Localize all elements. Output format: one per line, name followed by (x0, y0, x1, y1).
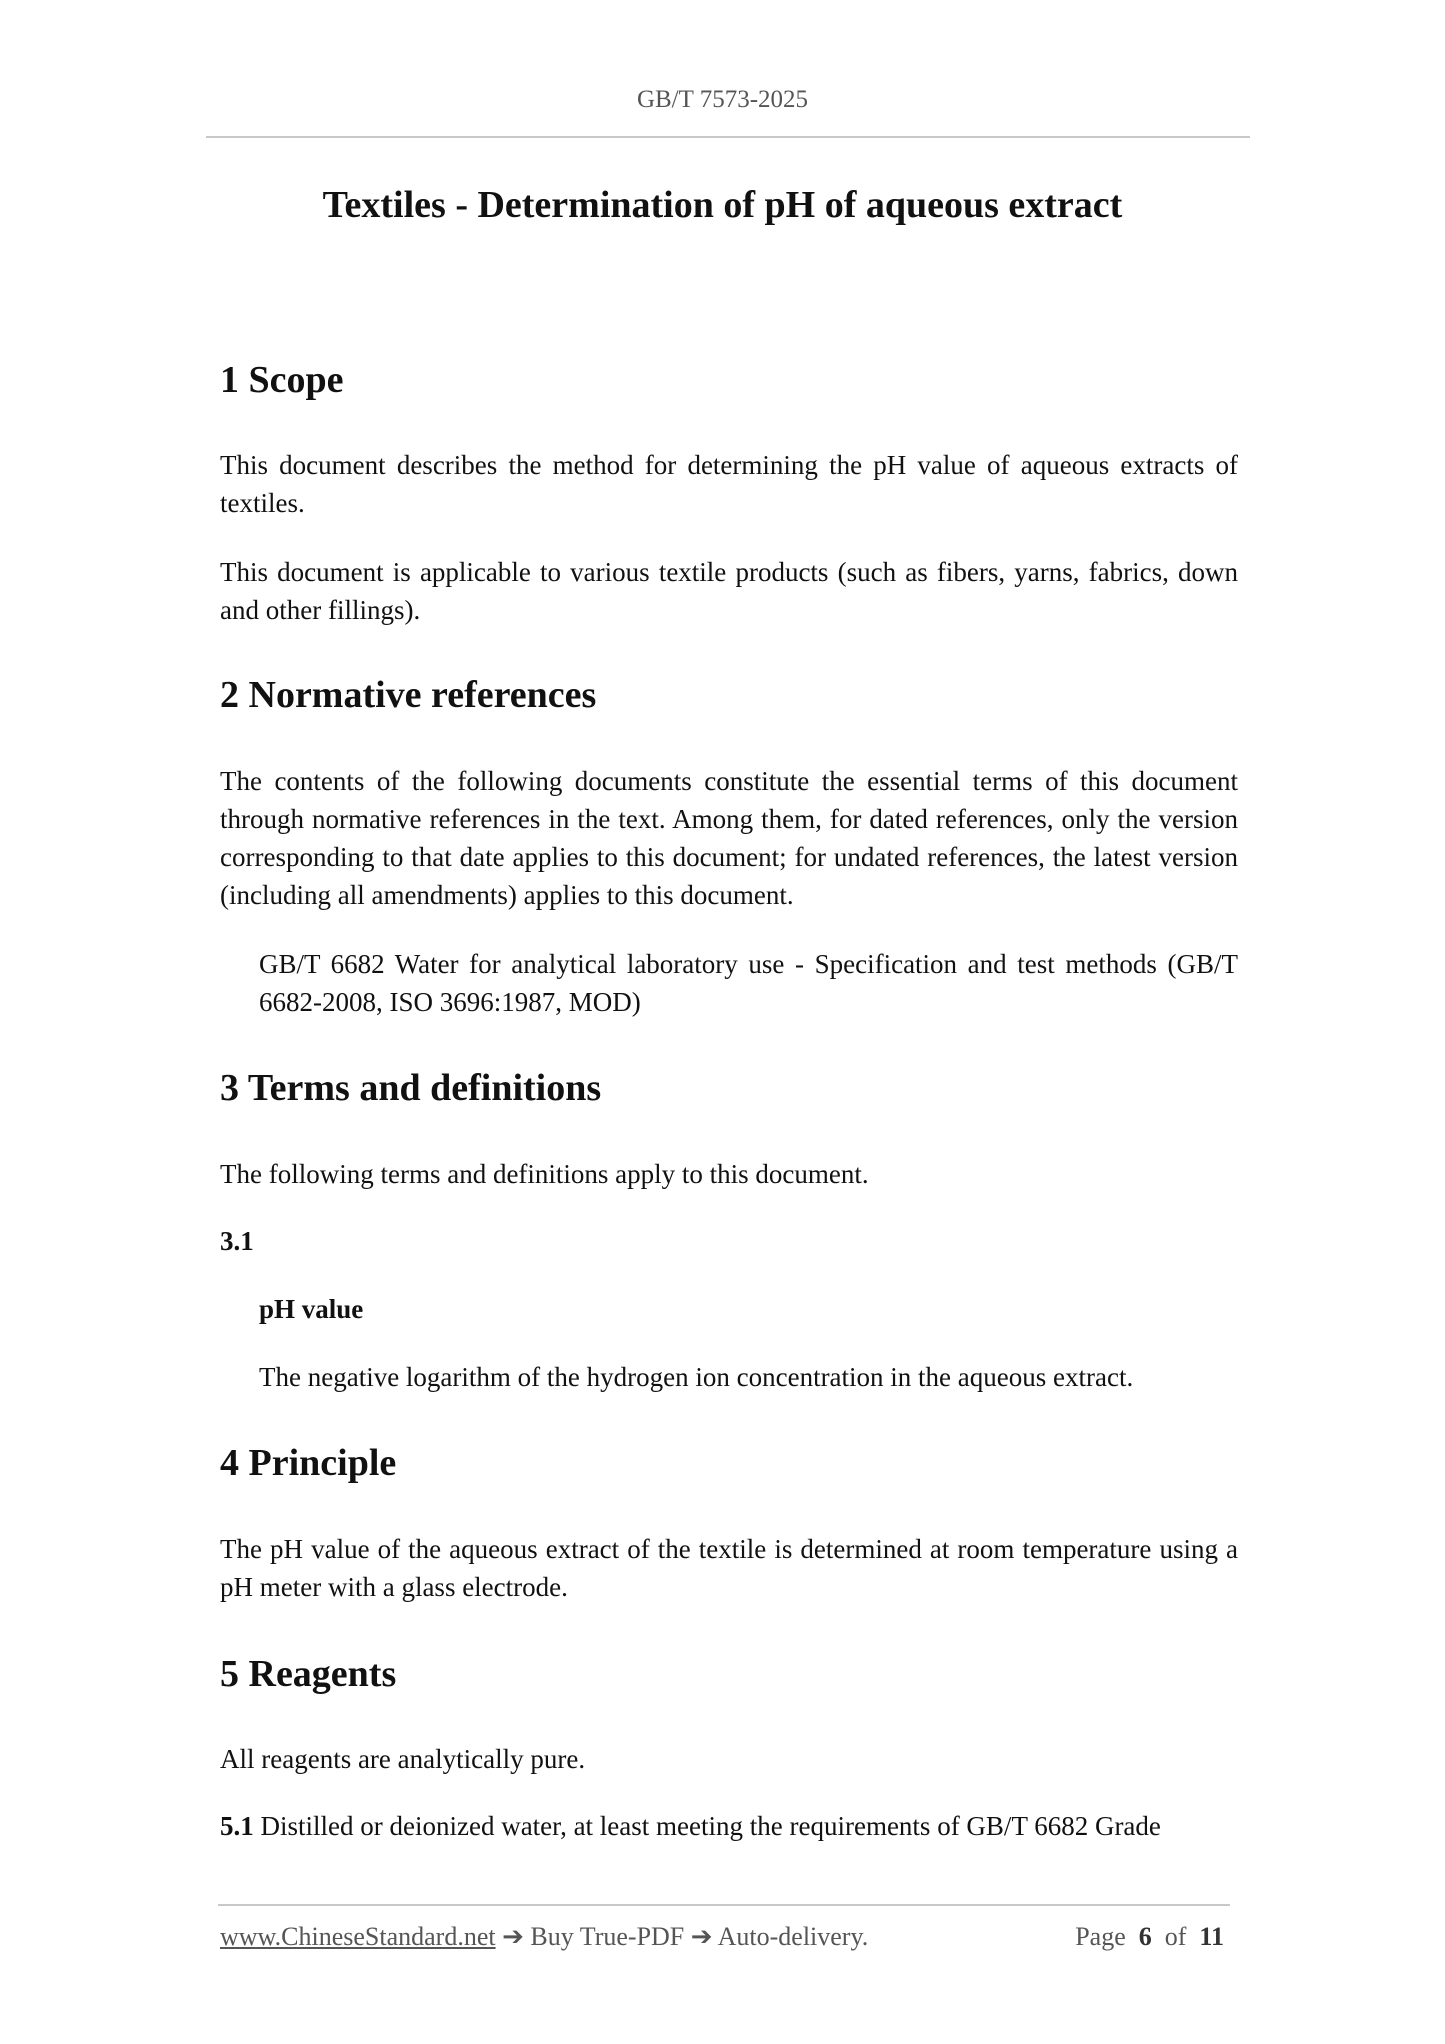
section-heading-normative-references: 2 Normative references (220, 674, 597, 716)
terms-paragraph: The following terms and definitions apply to this document. (220, 1159, 869, 1189)
footer-tagline: ➔ Buy True-PDF ➔ Auto-delivery. (495, 1922, 869, 1951)
reagent-item-number: 5.1 (220, 1811, 254, 1841)
footer-divider (218, 1904, 1230, 1906)
running-header: GB/T 7573-2025 (636, 86, 809, 113)
reagent-item-text: Distilled or deionized water, at least meeting the requirements of GB/T 6682 Grade (253, 1811, 1161, 1841)
principle-paragraph: The pH value of the aqueous extract of the textile is determined at room temperature using a pH meter with a glass electrode. (220, 1534, 1238, 1602)
term-name: pH value (259, 1294, 364, 1324)
chinesestandard-link[interactable]: www.ChineseStandard.net (220, 1922, 496, 1951)
page-label: Page (1075, 1922, 1126, 1951)
scope-paragraph-2: This document is applicable to various textile products (such as fibers, yarns, fabrics, down and other fillings). (220, 557, 1238, 625)
reagent-item-5-1 (220, 1807, 1238, 1845)
section-heading-reagents: 5 Reagents (220, 1653, 397, 1695)
page-footer (220, 1922, 1230, 1952)
document-title: Textiles - Determination of pH of aqueous extract (322, 184, 1123, 226)
page-indicator (1075, 1922, 1224, 1952)
section-heading-terms: 3 Terms and definitions (220, 1067, 602, 1109)
normative-reference-item: GB/T 6682 Water for analytical laboratory use - Specification and test methods (GB/T 6682-2008, ISO 3696:1987, MOD) (259, 949, 1238, 1017)
page-of-label: of (1164, 1922, 1187, 1951)
scope-paragraph-1: This document describes the method for determining the pH value of aqueous extracts of textiles. (220, 450, 1238, 518)
page-current: 6 (1138, 1922, 1152, 1951)
section-heading-principle: 4 Principle (220, 1442, 397, 1484)
page-total: 11 (1199, 1922, 1224, 1951)
header-divider (206, 136, 1250, 138)
section-heading-scope: 1 Scope (220, 359, 344, 401)
reagents-paragraph: All reagents are analytically pure. (220, 1744, 586, 1774)
normative-paragraph: The contents of the following documents constitute the essential terms of this document through normative references in the text. Among them, for dated references, only the version corresponding to that date applies to this document; for undated references, the latest version (including all amendments) applies to this document. (220, 766, 1238, 910)
term-definition: The negative logarithm of the hydrogen ion concentration in the aqueous extract. (259, 1362, 1134, 1392)
term-number: 3.1 (220, 1226, 254, 1256)
